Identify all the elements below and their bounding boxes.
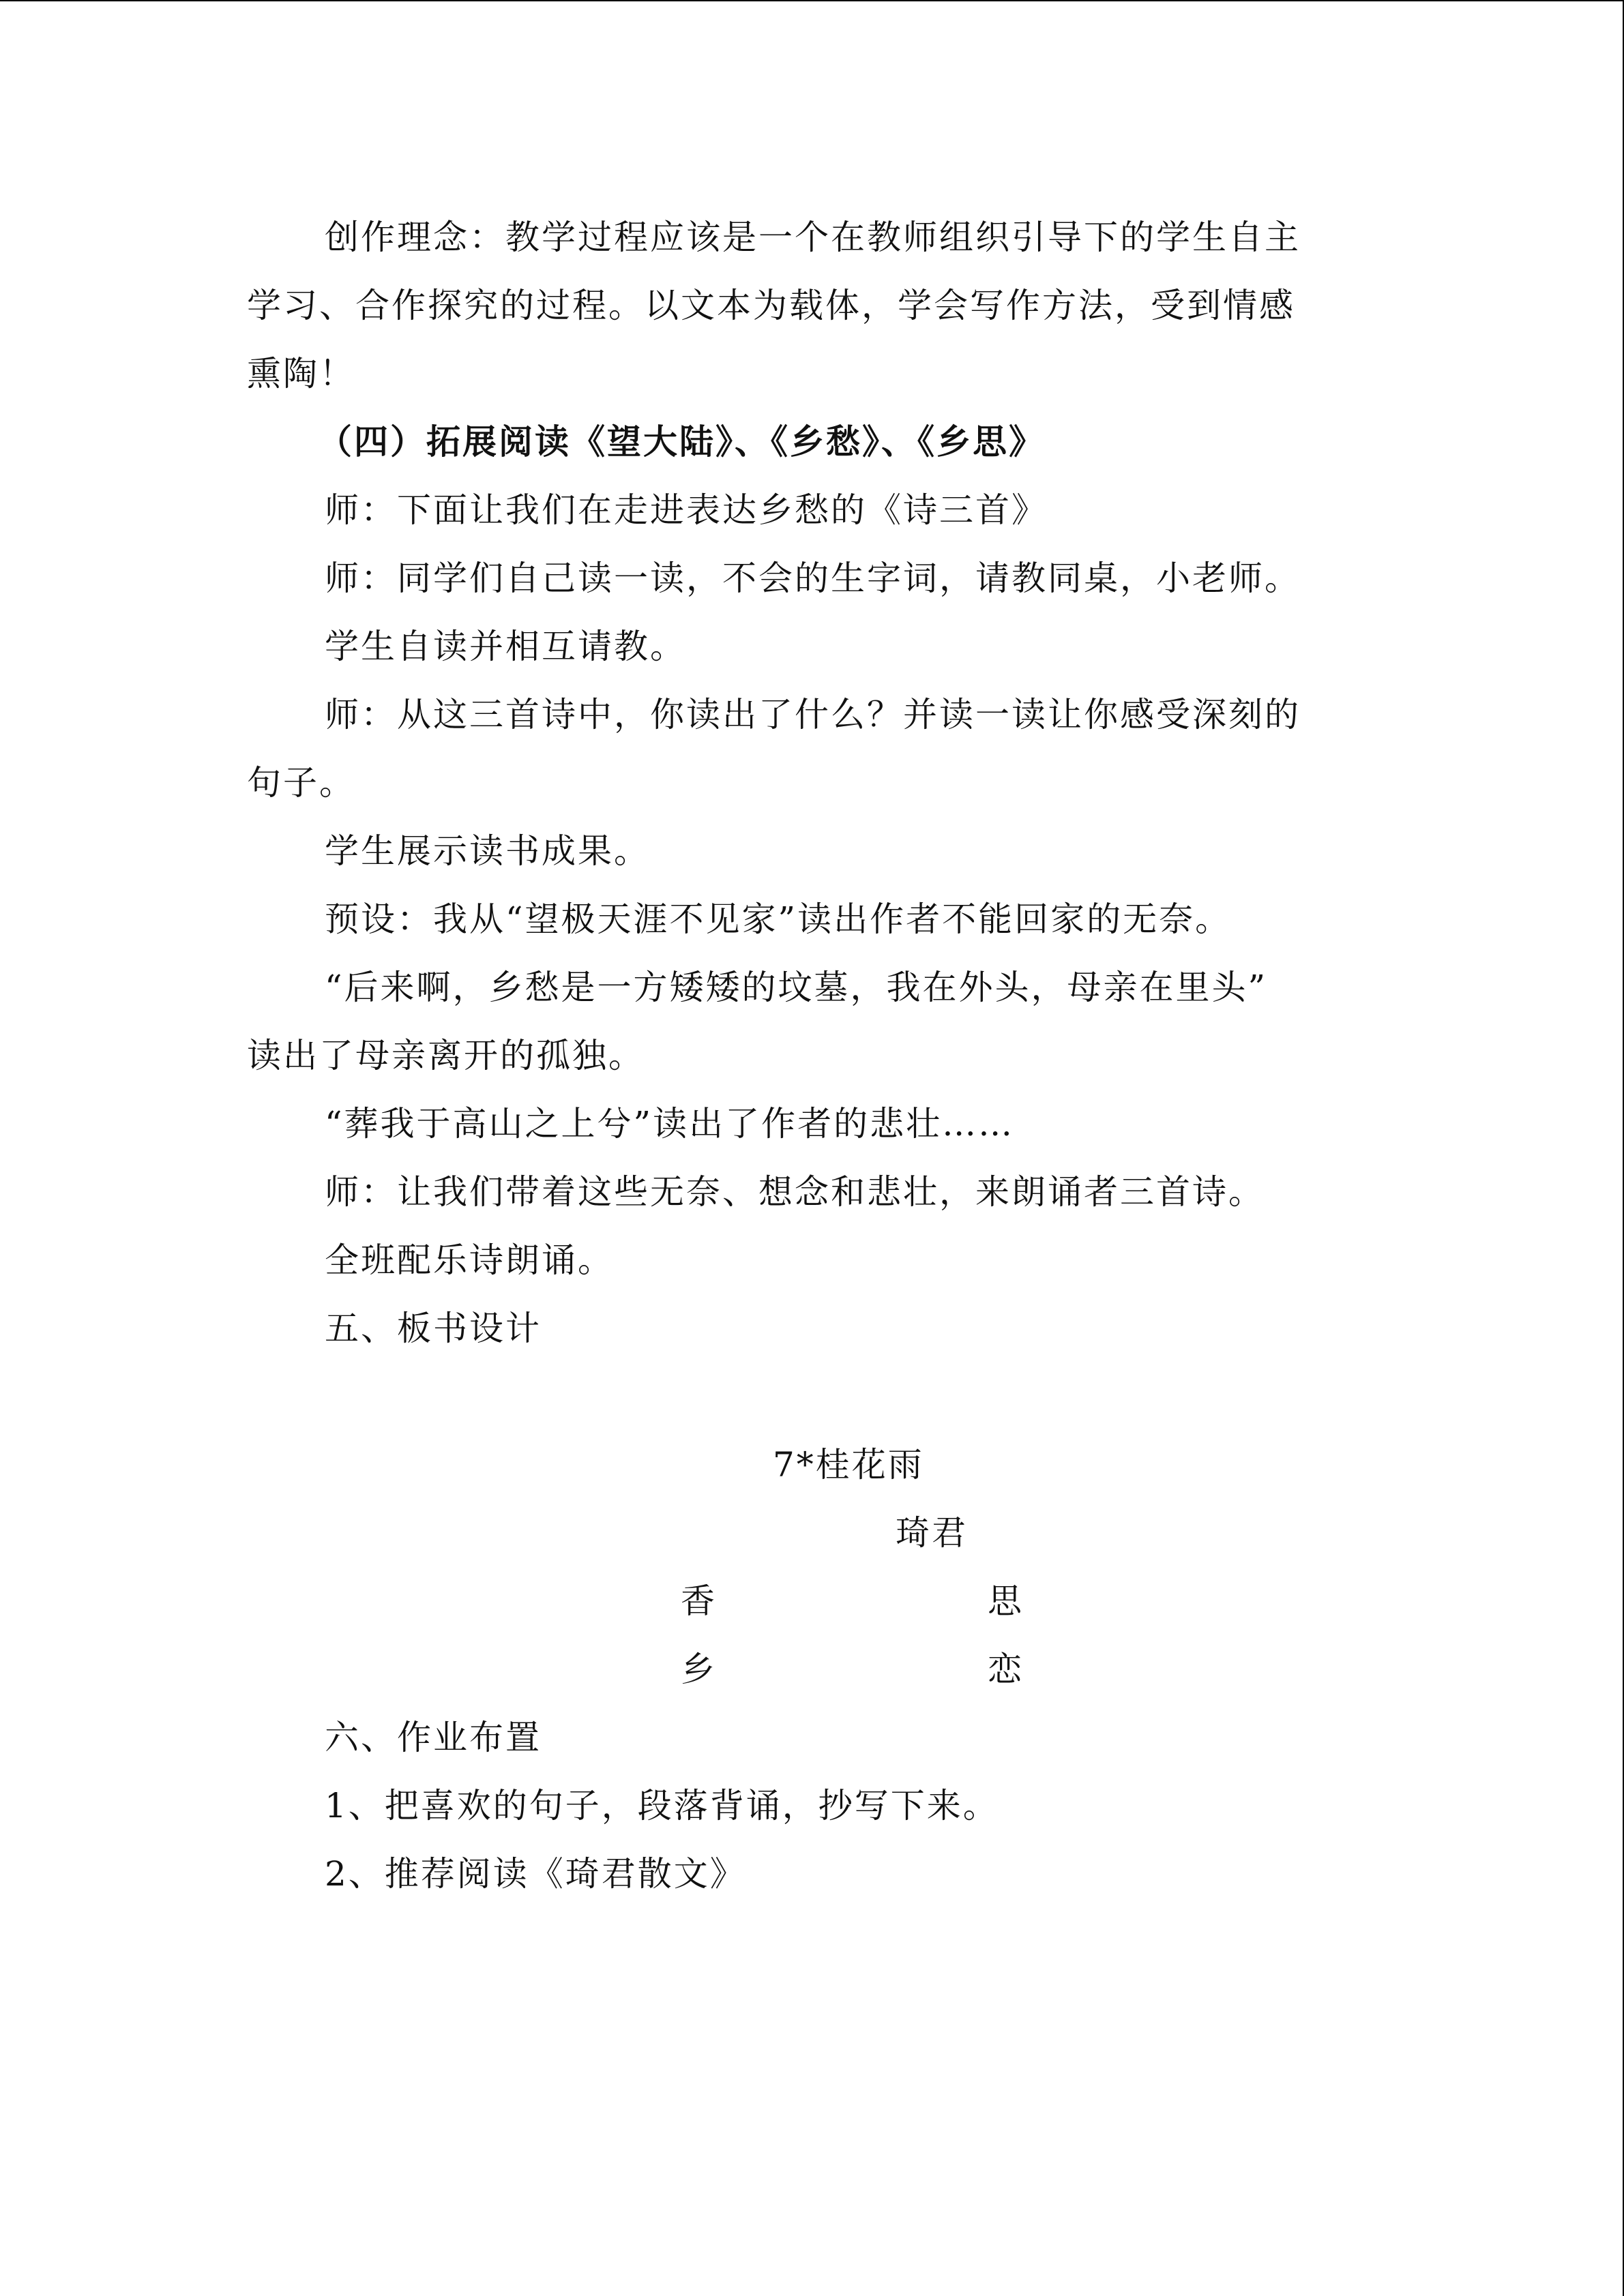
paragraph-concept-line3: 熏陶！ (247, 354, 355, 393)
paragraph-student-self-read: 学生自读并相互请教。 (325, 627, 686, 666)
board-right-bottom: 恋 (988, 1650, 1024, 1689)
paragraph-teacher-recite: 师：让我们带着这些无奈、想念和悲壮，来朗诵者三首诗。 (325, 1172, 1265, 1212)
paragraph-concept-line1: 创作理念：教学过程应该是一个在教师组织引导下的学生自主 (325, 218, 1301, 257)
board-title: 7*桂花雨 (773, 1445, 924, 1485)
paragraph-preset: 预设：我从“望极天涯不见家”读出作者不能回家的无奈。 (325, 899, 1232, 939)
section-heading-extended-reading: （四）拓展阅读《望大陆》、《乡愁》、《乡思》 (318, 421, 1045, 462)
section-heading-board-design: 五、板书设计 (325, 1309, 542, 1348)
board-left-bottom: 乡 (681, 1650, 717, 1689)
paragraph-quote-tomb-line1: “后来啊，乡愁是一方矮矮的坟墓，我在外头，母亲在里头” (325, 968, 1268, 1007)
paragraph-concept-line2: 学习、合作探究的过程。以文本为载体，学会写作方法，受到情感 (247, 286, 1295, 325)
paragraph-teacher-question-line1: 师：从这三首诗中，你读出了什么？并读一读让你感受深刻的 (325, 695, 1301, 734)
section-heading-homework: 六、作业布置 (325, 1718, 542, 1757)
paragraph-quote-mountain: “葬我于高山之上兮”读出了作者的悲壮…… (325, 1104, 1015, 1144)
board-right-top: 思 (988, 1581, 1024, 1621)
paragraph-teacher-read: 师：同学们自己读一读，不会的生字词，请教同桌，小老师。 (325, 558, 1301, 598)
homework-item-2: 2、推荐阅读《琦君散文》 (325, 1854, 746, 1894)
paragraph-teacher-intro: 师：下面让我们在走进表达乡愁的《诗三首》 (325, 490, 1048, 530)
board-left-top: 香 (681, 1581, 717, 1621)
paragraph-student-results: 学生展示读书成果。 (325, 831, 650, 871)
paragraph-teacher-question-line2: 句子。 (247, 763, 355, 803)
paragraph-quote-tomb-line2: 读出了母亲离开的孤独。 (247, 1036, 645, 1075)
paragraph-class-recitation: 全班配乐诗朗诵。 (325, 1240, 614, 1280)
homework-item-1: 1、把喜欢的句子，段落背诵，抄写下来。 (325, 1786, 999, 1825)
board-author: 琦君 (896, 1513, 968, 1553)
